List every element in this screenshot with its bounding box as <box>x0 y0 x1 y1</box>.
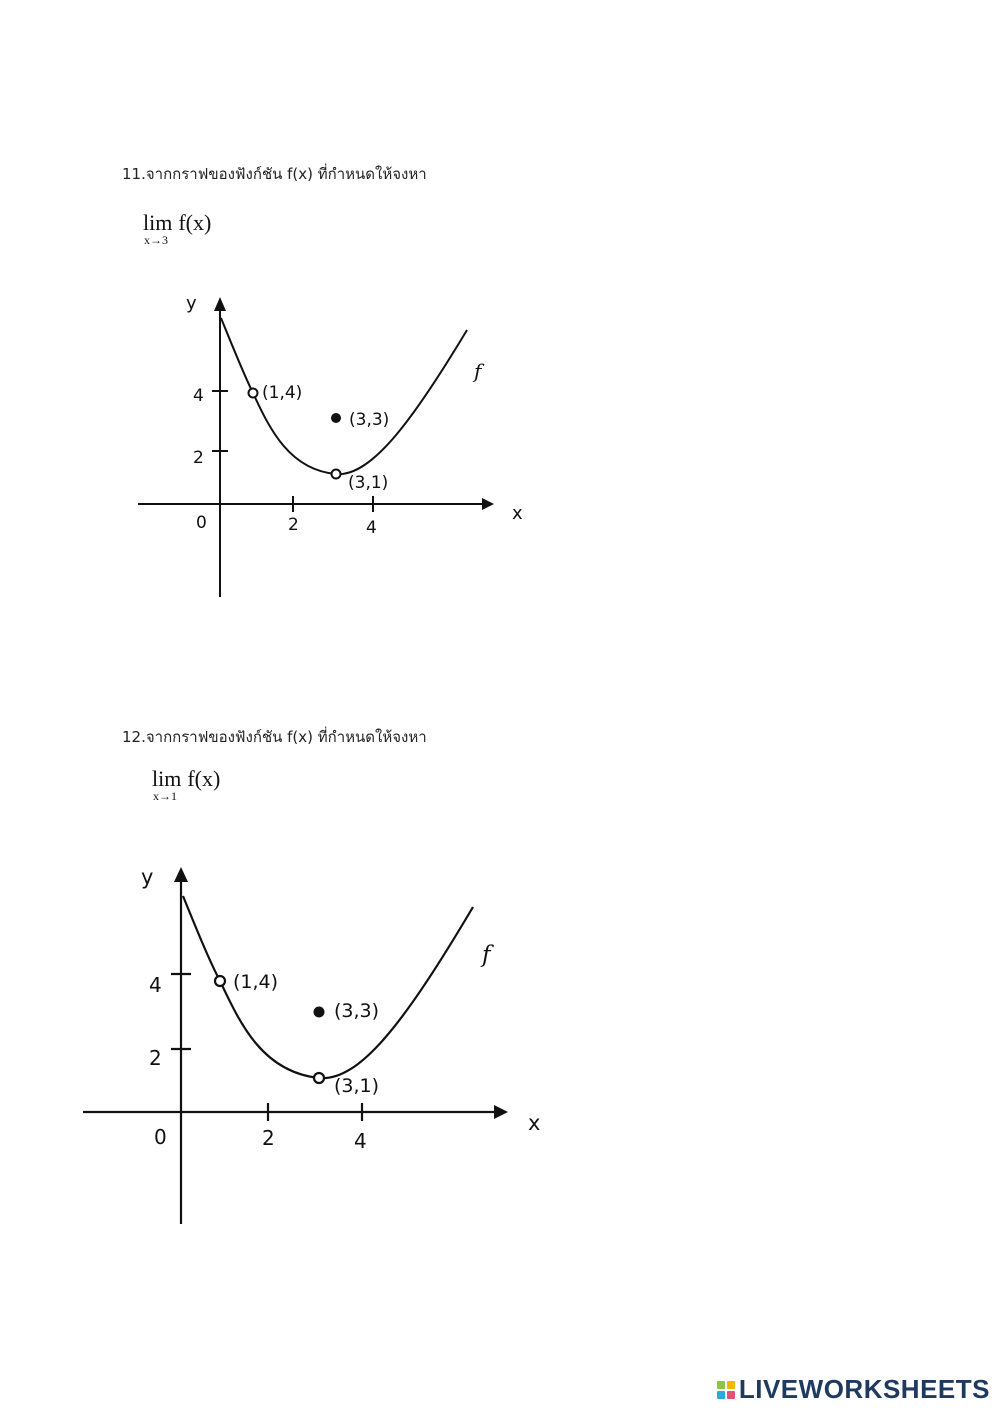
y-tick-label-2: 2 <box>193 448 204 468</box>
liveworksheets-logo-icon <box>717 1381 735 1399</box>
logo-tile-yellow <box>727 1381 735 1389</box>
x-tick-label-2: 2 <box>262 1126 275 1150</box>
logo-tile-green <box>717 1381 725 1389</box>
x-axis-label: x <box>528 1111 541 1135</box>
x-tick-label-4: 4 <box>366 518 377 538</box>
limit-expression-11 <box>143 210 211 248</box>
lim-function: f(x) <box>178 210 212 235</box>
y-tick-label-4: 4 <box>149 973 162 997</box>
x-axis-arrow-icon <box>494 1105 508 1119</box>
lim-word: lim <box>152 766 182 791</box>
open-point-1-4 <box>249 389 258 398</box>
y-axis-label: y <box>186 293 197 314</box>
point-label-1-4: (1,4) <box>233 971 279 993</box>
function-label: f <box>474 359 482 383</box>
lim-approach: x→1 <box>153 789 177 803</box>
x-tick-label-2: 2 <box>288 515 299 535</box>
question-11-text: 11.จากกราฟของฟังก์ชัน f(x) ที่กำหนดให้จงหา <box>122 165 427 183</box>
y-axis-label: y <box>141 865 154 889</box>
point-label-3-3: (3,3) <box>349 410 390 430</box>
open-point-3-1 <box>314 1073 324 1083</box>
liveworksheets-brand <box>717 1374 990 1405</box>
function-curve <box>183 896 473 1078</box>
filled-point-3-3 <box>331 413 341 423</box>
point-label-3-1: (3,1) <box>348 473 389 493</box>
y-tick-label-2: 2 <box>149 1046 162 1070</box>
point-label-1-4: (1,4) <box>262 383 303 403</box>
origin-label: 0 <box>196 513 207 533</box>
question-12-text: 12.จากกราฟของฟังก์ชัน f(x) ที่กำหนดให้จงหา <box>122 728 427 746</box>
x-axis-label: x <box>512 503 523 524</box>
function-graph-12 <box>78 860 548 1230</box>
function-label: f <box>482 942 491 968</box>
logo-tile-blue <box>717 1391 725 1399</box>
logo-tile-pink <box>727 1391 735 1399</box>
lim-approach: x→3 <box>144 233 168 247</box>
lim-function: f(x) <box>187 766 221 791</box>
filled-point-3-3 <box>314 1007 325 1018</box>
open-point-3-1 <box>332 470 341 479</box>
y-axis-arrow-icon <box>174 867 188 882</box>
origin-label: 0 <box>154 1125 167 1149</box>
point-label-3-1: (3,1) <box>334 1075 380 1097</box>
x-axis-arrow-icon <box>482 498 494 510</box>
lim-word: lim <box>143 210 173 235</box>
point-label-3-3: (3,3) <box>334 1000 380 1022</box>
function-curve <box>221 318 467 474</box>
y-axis-arrow-icon <box>214 297 226 311</box>
y-tick-label-4: 4 <box>193 386 204 406</box>
x-tick-label-4: 4 <box>354 1129 367 1153</box>
brand-name: LIVEWORKSHEETS <box>738 1374 990 1404</box>
open-point-1-4 <box>215 976 225 986</box>
function-graph-11 <box>130 285 530 605</box>
limit-expression-12 <box>152 766 220 804</box>
